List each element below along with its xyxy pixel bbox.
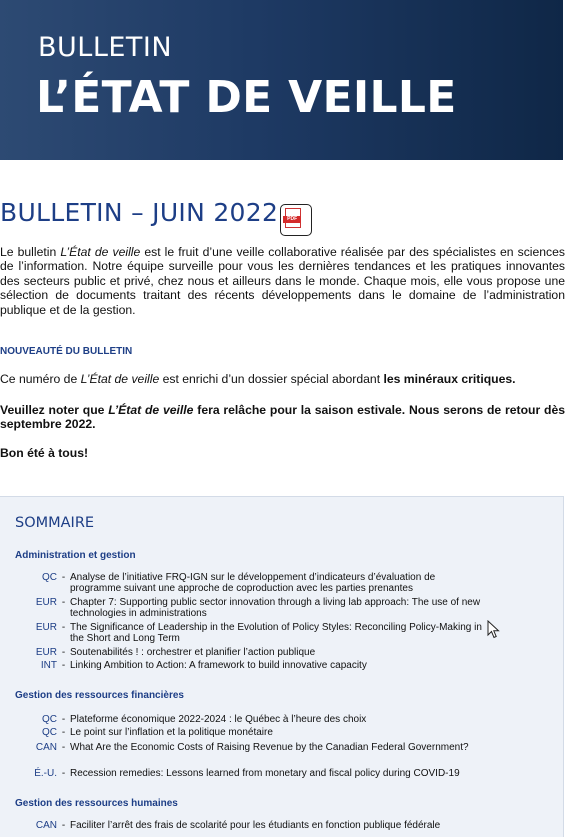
separator: - — [61, 820, 66, 831]
intro-paragraph — [0, 245, 565, 317]
region-code: INT — [40, 660, 57, 671]
p1-publication-name: L’État de veille — [80, 372, 160, 386]
separator: - — [61, 597, 66, 608]
p2-publication-name: L’État de veille — [108, 403, 194, 417]
category-heading[interactable]: Administration et gestion — [15, 550, 136, 561]
region-code: É.-U. — [34, 768, 57, 779]
region-code: EUR — [35, 647, 57, 658]
bulletin-heading — [0, 198, 312, 236]
summary-item[interactable] — [0, 648, 563, 659]
intro-before: Le bulletin — [0, 245, 61, 259]
summary-item[interactable] — [0, 728, 563, 739]
news-paragraph-1 — [0, 372, 516, 386]
news-heading: NOUVEAUTÉ DU BULLETIN — [0, 346, 133, 357]
item-title[interactable]: Le point sur l’inflation et la politique monétaire — [70, 727, 273, 738]
banner-kicker: BULLETIN — [38, 32, 173, 63]
separator: - — [61, 622, 66, 633]
summary-item[interactable] — [0, 769, 563, 780]
pdf-icon[interactable] — [280, 204, 312, 236]
category-heading[interactable]: Gestion des ressources humaines — [15, 798, 178, 809]
summary-title: SOMMAIRE — [15, 515, 95, 531]
summary-item[interactable] — [0, 573, 563, 594]
summary-panel — [0, 496, 564, 837]
item-title[interactable]: Recession remedies: Lessons learned from monetary and fiscal policy during COVID-19 — [70, 768, 460, 779]
p2-before: Veuillez noter que — [0, 403, 109, 417]
item-title[interactable]: Linking Ambition to Action: A framework to build innovative capacity — [70, 660, 367, 671]
region-code: EUR — [35, 622, 57, 633]
item-title[interactable]: Soutenabilités ! : orchestrer et planifier l’action publique — [70, 647, 316, 658]
p1-bold: les minéraux critiques. — [383, 372, 516, 386]
summary-item[interactable] — [0, 623, 563, 644]
separator: - — [61, 572, 66, 583]
mouse-pointer-icon — [487, 620, 501, 640]
summary-item[interactable] — [0, 743, 563, 754]
region-code: QC — [42, 572, 57, 583]
region-code: QC — [42, 714, 57, 725]
category-heading[interactable]: Gestion des ressources financières — [15, 690, 184, 701]
news-paragraph-2 — [0, 403, 565, 432]
summary-item[interactable] — [0, 661, 563, 672]
p1-before: Ce numéro de — [0, 372, 81, 386]
banner-title: L’ÉTAT DE VEILLE — [36, 72, 457, 123]
separator: - — [61, 714, 66, 725]
separator: - — [61, 647, 66, 658]
region-code: EUR — [35, 597, 57, 608]
item-title[interactable]: The Significance of Leadership in the Evolution of Policy Styles: Reconciling Policy-Making in the Short and Long Term — [70, 622, 482, 644]
separator: - — [61, 742, 66, 753]
header-banner — [0, 0, 563, 160]
news-paragraph-3: Bon été à tous! — [0, 446, 89, 460]
page-title: BULLETIN – JUIN 2022 — [0, 198, 279, 227]
item-title[interactable]: Faciliter l’arrêt des frais de scolarité pour les étudiants en fonction publique fédérale — [70, 820, 441, 831]
separator: - — [61, 660, 66, 671]
separator: - — [61, 768, 66, 779]
separator: - — [61, 727, 66, 738]
item-title[interactable]: Analyse de l’initiative FRQ-IGN sur le développement d’indicateurs d’évaluation de programme suivant une approche de coproduction avec les parties prenantes — [70, 572, 436, 594]
region-code: CAN — [35, 820, 57, 831]
p2-after: fera relâche pour la saison estivale. Nous serons de retour dès septembre 2022. — [0, 403, 566, 432]
p1-middle: est enrichi d’un dossier spécial abordant — [159, 372, 384, 386]
summary-item[interactable] — [0, 715, 563, 726]
region-code: CAN — [35, 742, 57, 753]
item-title[interactable]: Chapter 7: Supporting public sector innovation through a living lab approach: The use of new technologies in administrations — [70, 597, 481, 619]
pdf-tag: PDF — [283, 216, 301, 223]
intro-after: est le fruit d’une veille collaborative réalisée par des spécialistes en sciences de l’information. Notre équipe surveille pour vous les dernières tendances et les pratiques innovantes des secteurs public et privé, chez nous et ailleurs dans le monde. Chaque mois, elle vous propose une sélection de documents traitant des récents développements dans le domaine de l’administration publique et de la gestion. — [0, 245, 566, 317]
item-title[interactable]: Plateforme économique 2022-2024 : le Québec à l’heure des choix — [70, 714, 367, 725]
intro-publication-name: L’État de veille — [60, 245, 141, 259]
item-title[interactable]: What Are the Economic Costs of Raising Revenue by the Canadian Federal Government? — [70, 742, 469, 753]
summary-item[interactable] — [0, 598, 563, 619]
summary-item[interactable] — [0, 821, 563, 832]
region-code: QC — [42, 727, 57, 738]
